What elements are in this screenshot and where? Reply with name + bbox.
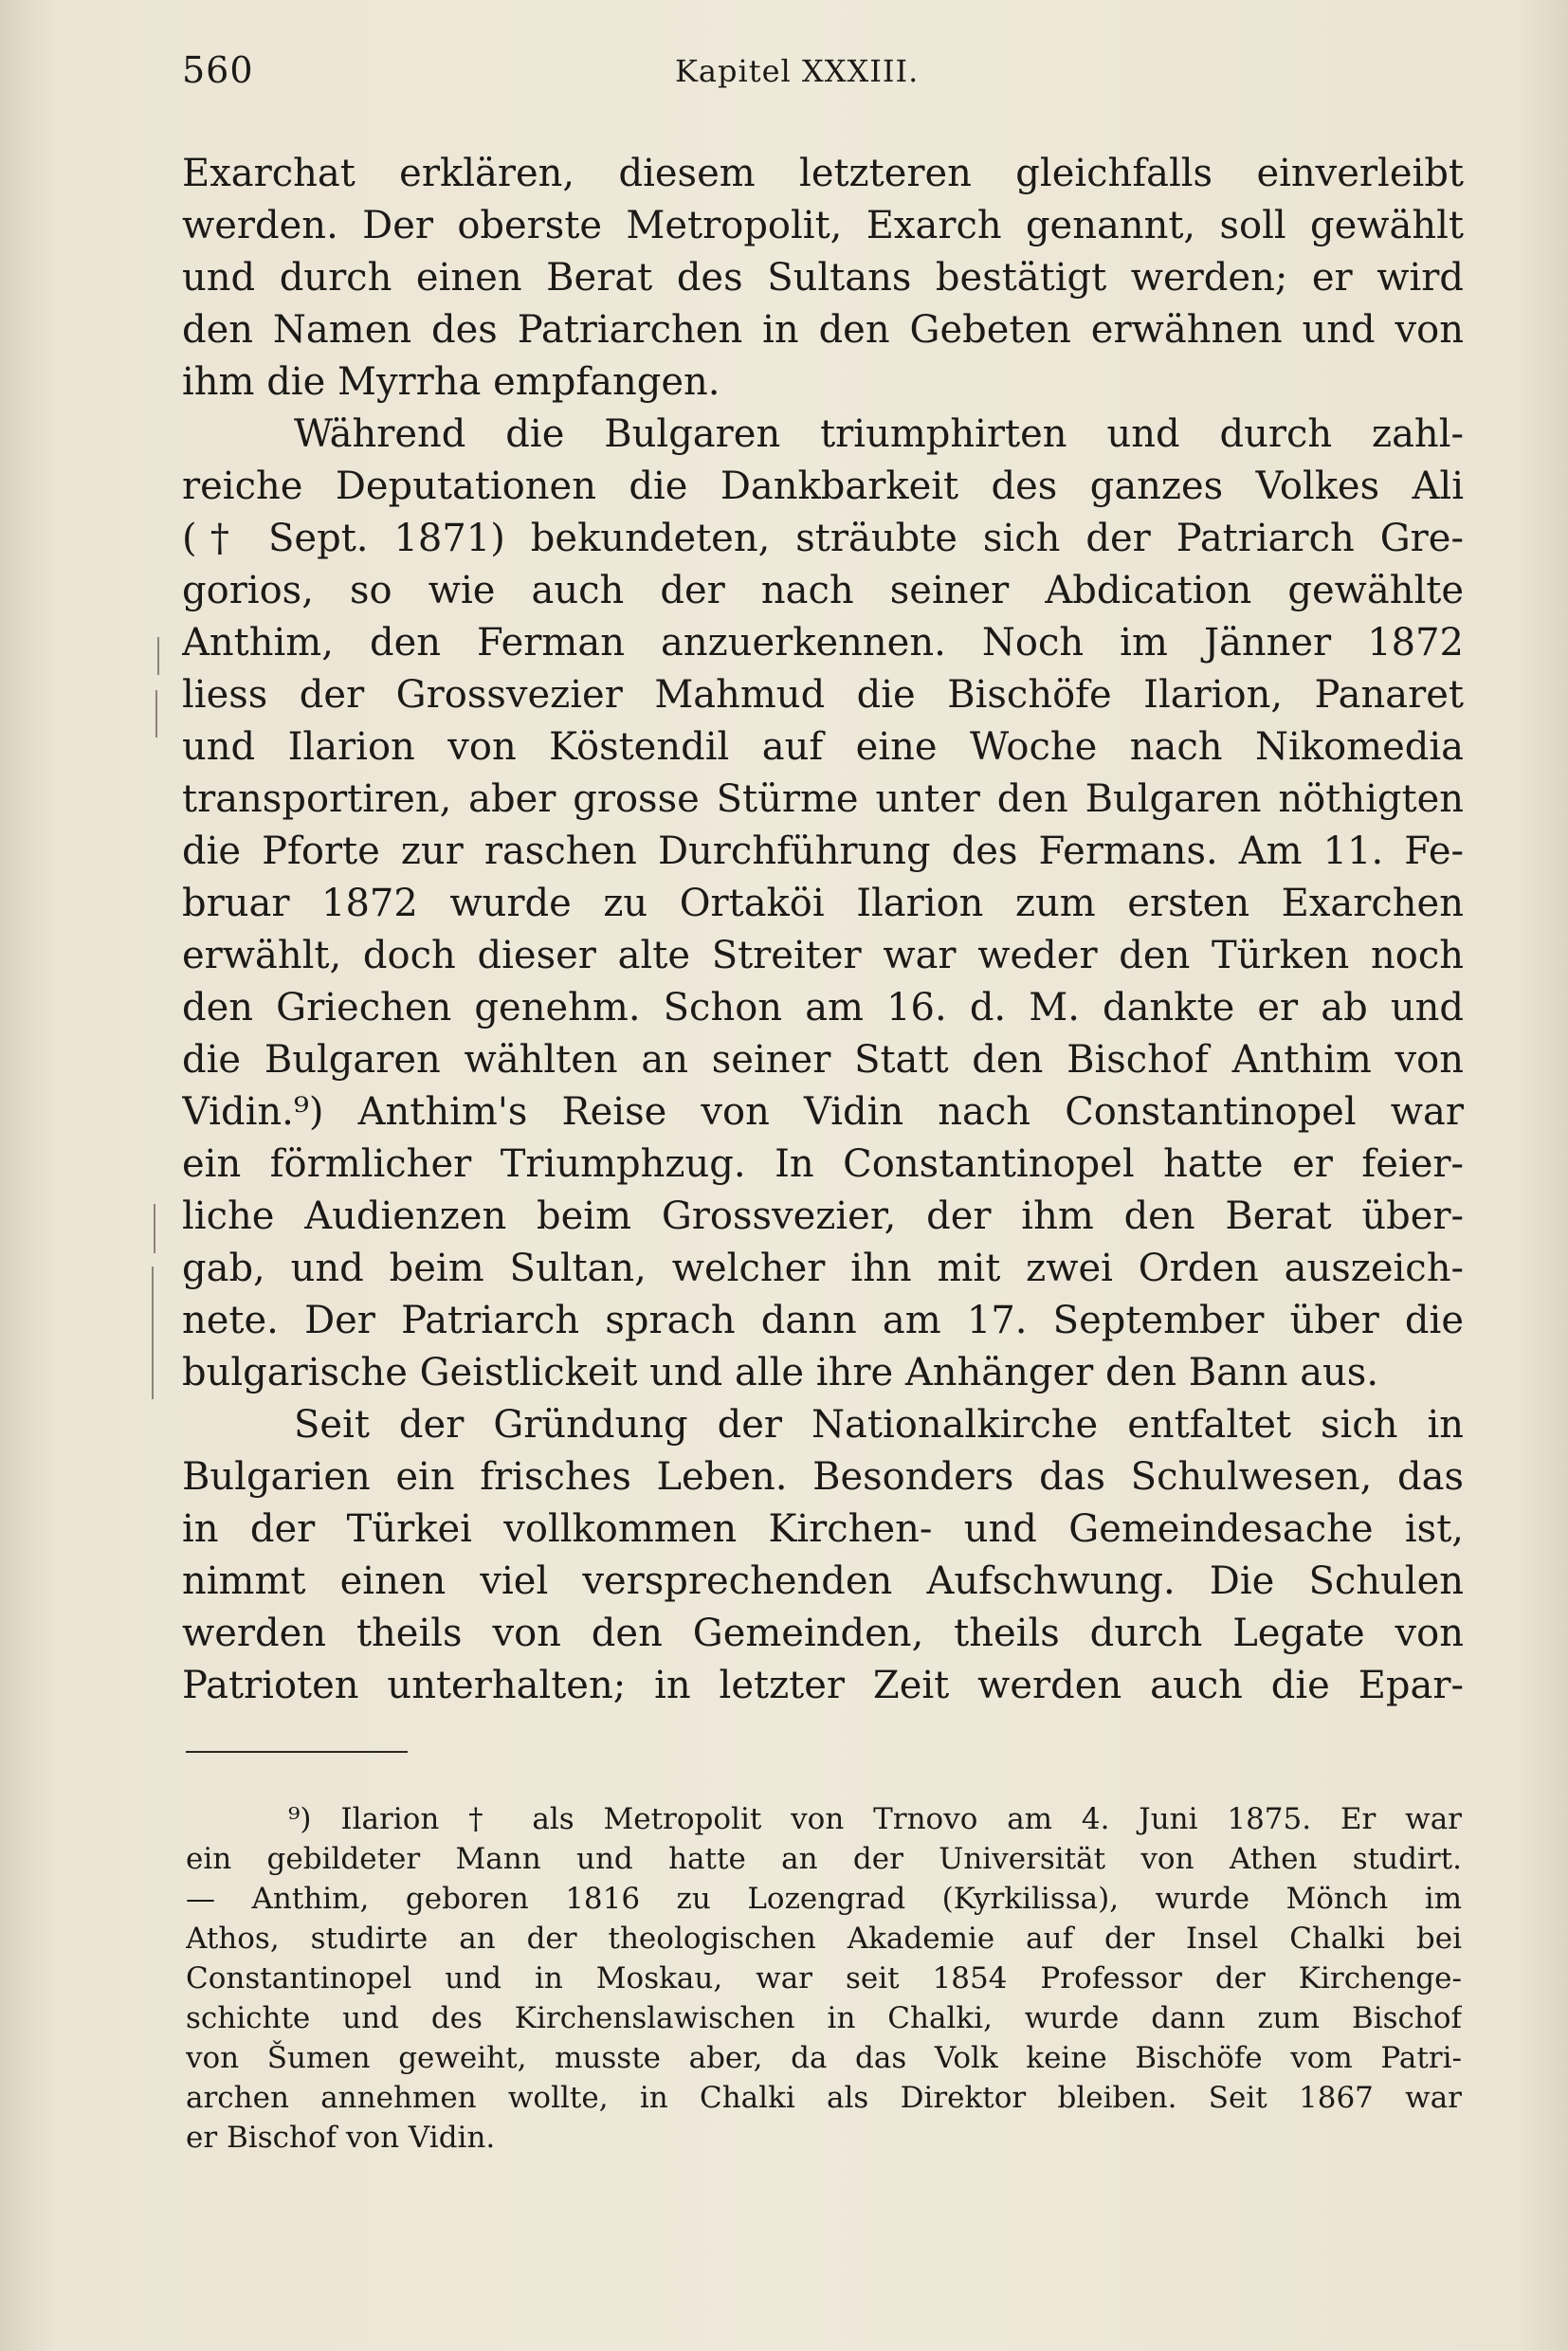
- text-line: ein förmlicher Triumphzug. In Constantinopel hatte er feier-: [182, 1142, 1464, 1186]
- text-line: nete. Der Patriarch sprach dann am 17. September über die: [182, 1299, 1464, 1342]
- text-line: und durch einen Berat des Sultans bestätigt werden; er wird: [182, 256, 1464, 300]
- margin-pencil-mark: [155, 690, 157, 738]
- footnotes: [186, 1799, 1462, 2158]
- text-line: werden. Der oberste Metropolit, Exarch genannt, soll gewählt: [182, 204, 1464, 247]
- text-line: nimmt einen viel versprechenden Aufschwung. Die Schulen: [182, 1559, 1464, 1603]
- footnote-line: von Šumen geweiht, musste aber, da das Volk keine Bischöfe vom Patri-: [186, 2041, 1462, 2075]
- margin-pencil-mark: [152, 1267, 154, 1399]
- text-line: († Sept. 1871) bekundeten, sträubte sich der Patriarch Gre-: [182, 517, 1464, 560]
- text-line: die Pforte zur raschen Durchführung des Fermans. Am 11. Fe-: [182, 829, 1464, 873]
- text-line: in der Türkei vollkommen Kirchen- und Gemeindesache ist,: [182, 1507, 1464, 1551]
- text-line: liche Audienzen beim Grossvezier, der ihm den Berat über-: [182, 1194, 1464, 1238]
- footnote-line: archen annehmen wollte, in Chalki als Direktor bleiben. Seit 1867 war: [186, 2081, 1462, 2115]
- margin-pencil-mark: [157, 637, 159, 675]
- text-line: den Griechen genehm. Schon am 16. d. M. dankte er ab und: [182, 986, 1464, 1030]
- footnote-line: Constantinopel und in Moskau, war seit 1854 Professor der Kirchenge-: [186, 1961, 1462, 1996]
- text-line: reiche Deputationen die Dankbarkeit des ganzes Volkes Ali: [182, 465, 1464, 508]
- text-line: erwählt, doch dieser alte Streiter war weder den Türken noch: [182, 934, 1464, 977]
- margin-pencil-mark: [154, 1204, 155, 1253]
- running-head: Kapitel XXXIII.: [675, 53, 920, 89]
- text-line: Exarchat erklären, diesem letzteren gleichfalls einverleibt: [182, 152, 1464, 195]
- footnote-line: — Anthim, geboren 1816 zu Lozengrad (Kyrkilissa), wurde Mönch im: [186, 1882, 1462, 1916]
- text-line: und Ilarion von Köstendil auf eine Woche nach Nikomedia: [182, 725, 1464, 769]
- text-line: Patrioten unterhalten; in letzter Zeit werden auch die Epar-: [182, 1664, 1464, 1707]
- footnote-line: schichte und des Kirchenslawischen in Chalki, wurde dann zum Bischof: [186, 2001, 1462, 2035]
- text-line: gorios, so wie auch der nach seiner Abdication gewählte: [182, 569, 1464, 612]
- text-line: Bulgarien ein frisches Leben. Besonders das Schulwesen, das: [182, 1455, 1464, 1499]
- text-line: Während die Bulgaren triumphirten und durch zahl-: [294, 412, 1464, 456]
- footnote-rule: [186, 1751, 408, 1753]
- footnote-line: Athos, studirte an der theologischen Akademie auf der Insel Chalki bei: [186, 1922, 1462, 1956]
- text-line: transportiren, aber grosse Stürme unter den Bulgaren nöthigten: [182, 777, 1464, 821]
- text-line: werden theils von den Gemeinden, theils durch Legate von: [182, 1612, 1464, 1655]
- text-line: Seit der Gründung der Nationalkirche entfaltet sich in: [294, 1403, 1464, 1447]
- page-number: 560: [182, 49, 254, 91]
- text-line: Vidin.⁹) Anthim's Reise von Vidin nach Constantinopel war: [182, 1090, 1464, 1134]
- text-line: Anthim, den Ferman anzuerkennen. Noch im Jänner 1872: [182, 621, 1464, 665]
- text-line: ihm die Myrrha empfangen.: [182, 360, 720, 404]
- text-line: den Namen des Patriarchen in den Gebeten erwähnen und von: [182, 308, 1464, 352]
- text-line: gab, und beim Sultan, welcher ihn mit zwei Orden auszeich-: [182, 1247, 1464, 1290]
- footnote-line: ein gebildeter Mann und hatte an der Universität von Athen studirt.: [186, 1842, 1462, 1876]
- text-line: bruar 1872 wurde zu Ortaköi Ilarion zum ersten Exarchen: [182, 882, 1464, 925]
- text-line: liess der Grossvezier Mahmud die Bischöfe Ilarion, Panaret: [182, 673, 1464, 717]
- footnote-line: ⁹) Ilarion † als Metropolit von Trnovo am 4. Juni 1875. Er war: [288, 1802, 1462, 1836]
- text-line: bulgarische Geistlickeit und alle ihre Anhänger den Bann aus.: [182, 1351, 1379, 1394]
- main-text: [182, 148, 1464, 1712]
- footnote-line: er Bischof von Vidin.: [186, 2121, 496, 2155]
- text-line: die Bulgaren wählten an seiner Statt den Bischof Anthim von: [182, 1038, 1464, 1082]
- page-header: [182, 49, 1464, 97]
